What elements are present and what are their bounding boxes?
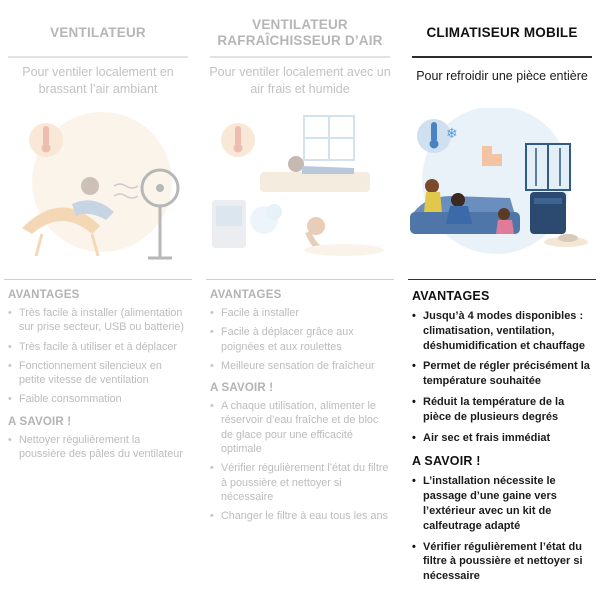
list-item: • Très facile à installer (alimentation sur prise secteur, USB ou batterie) [8,306,190,335]
list-item: • Très facile à utiliser et à déplacer [8,340,190,354]
svg-text:❄: ❄ [446,126,458,142]
column-climatiseur [404,0,600,600]
know-list [8,433,190,462]
column-title: VENTILATEUR RAFRAÎCHISSEUR D’AIR [217,17,383,48]
air-cooler-illustration [204,108,396,270]
know-list [210,399,392,523]
section-rule [4,279,192,280]
know-heading: A SAVOIR ! [8,415,72,428]
title-divider [8,56,188,58]
list-item: • Permet de régler précisément la température souhaitée [412,359,594,389]
list-item: • Air sec et frais immédiat [412,431,594,446]
column-details [412,289,594,593]
list-item: • Vérifier régulièrement l’état du filtre à poussière et nettoyer si nécessaire [412,540,594,584]
list-item: • Vérifier régulièrement l’état du filtre à poussière et nettoyer si nécessaire [210,461,392,504]
title-divider [412,56,592,58]
advantages-heading: AVANTAGES [412,289,490,303]
list-item: • Meilleure sensation de fraîcheur [210,359,392,373]
column-subtitle: Pour refroidir une pièce entière [416,69,588,83]
column-title: VENTILATEUR [50,25,146,40]
list-item: • Jusqu’à 4 modes disponibles : climatisation, ventilation, déshumidification et chauffage [412,309,594,353]
list-item: • Facile à déplacer grâce aux poignées et aux roulettes [210,325,392,354]
list-item: • Nettoyer régulièrement la poussière des pâles du ventilateur [8,433,190,462]
advantages-list [412,309,594,445]
list-item: • L’installation nécessite le passage d’une gaine vers l’extérieur avec un kit de calfeutrage adapté [412,474,594,533]
list-item: • Changer le filtre à eau tous les ans [210,509,392,523]
section-rule [206,279,394,280]
list-item: • Facile à installer [210,306,392,320]
know-list [412,474,594,584]
column-subtitle: Pour ventiler localement en brassant l’air ambiant [22,65,174,96]
list-item: • A chaque utilisation, alimenter le réservoir d’eau fraîche et de bloc de glace pour une efficacité optimale [210,399,392,456]
column-title: CLIMATISEUR MOBILE [426,25,578,40]
list-item: • Faible consommation [8,392,190,406]
advantages-heading: AVANTAGES [210,289,282,301]
list-item: • Réduit la température de la pièce de plusieurs degrés [412,395,594,425]
advantages-heading: AVANTAGES [8,289,80,301]
fan-illustration [2,108,194,270]
column-ventilateur [0,0,196,600]
column-details [210,289,392,533]
title-divider [210,56,390,58]
know-heading: A SAVOIR ! [412,454,481,469]
column-subtitle: Pour ventiler localement avec un air frais et humide [209,65,391,96]
advantages-list [8,306,190,407]
section-rule [408,279,596,280]
column-rafraichisseur [202,0,398,600]
air-conditioner-illustration [406,108,598,270]
column-details [8,289,190,470]
advantages-list [210,306,392,373]
know-heading: A SAVOIR ! [210,382,274,395]
list-item: • Fonctionnement silencieux en petite vitesse de ventilation [8,359,190,388]
